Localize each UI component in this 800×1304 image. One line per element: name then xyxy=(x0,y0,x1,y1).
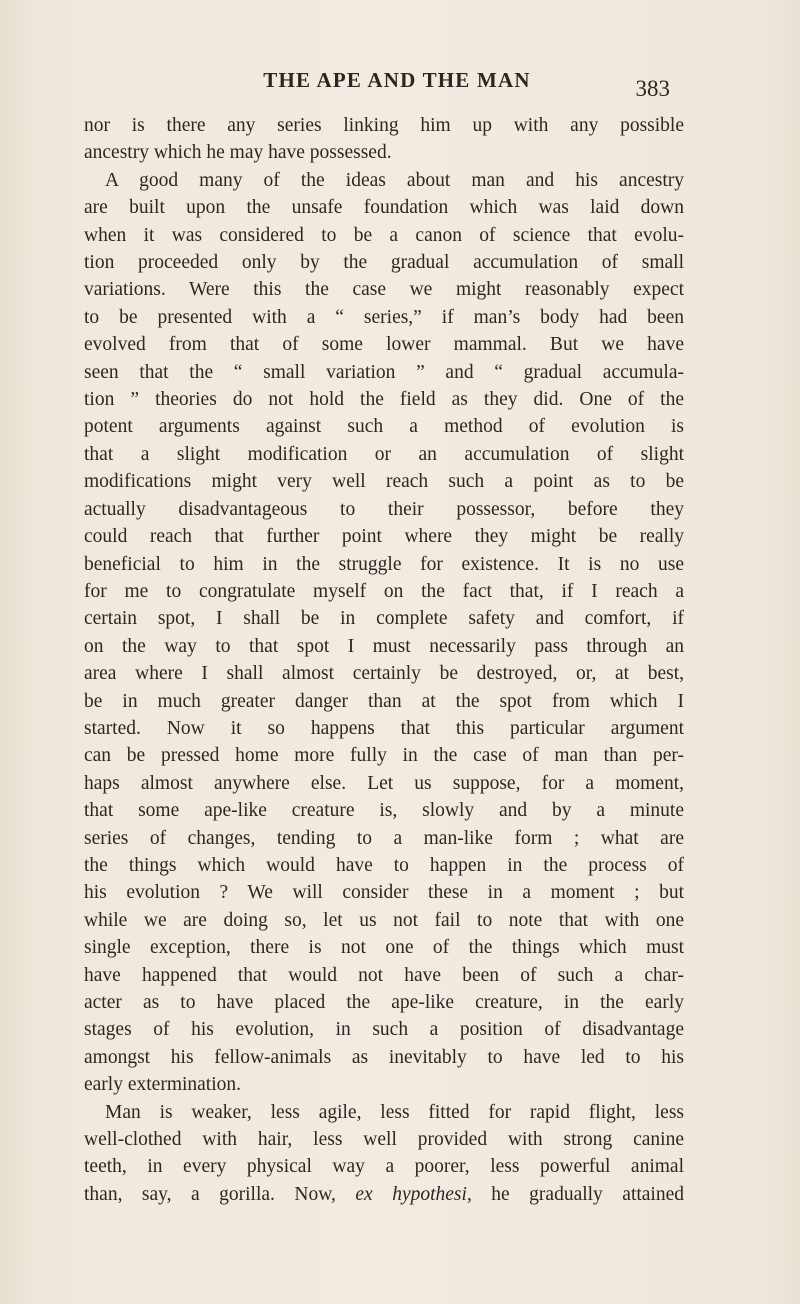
text-line: early extermination. xyxy=(84,1074,242,1096)
text-line: actually disadvantageous to their possessor, before they xyxy=(84,498,684,520)
text-line: can be pressed home more fully in the case of man than per- xyxy=(84,745,684,767)
text-line: potent arguments against such a method of evolution is xyxy=(84,416,684,438)
text-line: tion ” theories do not hold the field as they did. One of the xyxy=(84,389,684,411)
text-line: series of changes, tending to a man-like form ; what are xyxy=(84,827,684,849)
text-line: are built upon the unsafe foundation which was laid down xyxy=(84,197,684,219)
text-line: nor is there any series linking him up with any possible xyxy=(84,115,684,136)
text-line: beneficial to him in the struggle for existence. It is no use xyxy=(84,553,684,575)
text-line: area where I shall almost certainly be destroyed, or, at best, xyxy=(84,663,684,685)
page-header xyxy=(124,68,670,108)
text-line: to be presented with a “ series,” if man’s body had been xyxy=(84,306,684,328)
text-line: stages of his evolution, in such a position of disadvantage xyxy=(84,1019,684,1041)
text-line: single exception, there is not one of the things which must xyxy=(84,937,684,959)
text-line: that some ape-like creature is, slowly and by a minute xyxy=(84,800,684,822)
paragraph-3 xyxy=(84,1099,684,1209)
text-segment: than, say, a gorilla. Now, xyxy=(84,1183,356,1205)
text-line: while we are doing so, let us not fail to note that with one xyxy=(84,909,684,931)
text-line: A good many of the ideas about man and his ancestry xyxy=(105,169,684,191)
text-line: his evolution ? We will consider these in a moment ; but xyxy=(84,882,684,904)
text-line: started. Now it so happens that this particular argument xyxy=(84,717,684,739)
text-line: seen that the “ small variation ” and “ gradual accumula- xyxy=(84,361,684,383)
text-line: evolved from that of some lower mammal. But we have xyxy=(84,334,684,356)
running-title: THE APE AND THE MAN xyxy=(263,68,531,92)
text-line: have happened that would not have been of such a char- xyxy=(84,964,684,986)
text-line: Man is weaker, less agile, less fitted for rapid flight, less xyxy=(105,1101,684,1123)
text-line: that a slight modification or an accumulation of slight xyxy=(84,443,684,465)
text-line: acter as to have placed the ape-like creature, in the early xyxy=(84,992,684,1013)
text-segment: , he gradually attained xyxy=(466,1183,685,1205)
text-line: for me to congratulate myself on the fact that, if I reach a xyxy=(84,580,684,602)
text-line: could reach that further point where they might be really xyxy=(84,526,684,548)
text-line: be in much greater danger than at the spot from which I xyxy=(84,690,684,712)
italic-phrase: ex hypothesi xyxy=(355,1183,467,1205)
page-number: 383 xyxy=(635,76,670,101)
text-line: tion proceeded only by the gradual accumulation of small xyxy=(84,252,684,274)
paragraph-2 xyxy=(84,167,684,1099)
body-text xyxy=(84,112,684,1208)
text-line: teeth, in every physical way a poorer, less powerful animal xyxy=(84,1156,684,1178)
text-line: on the way to that spot I must necessarily pass through an xyxy=(84,635,684,657)
text-line: well-clothed with hair, less well provided with strong canine xyxy=(84,1129,684,1151)
text-line: haps almost anywhere else. Let us suppose, for a moment, xyxy=(84,772,684,794)
text-line: ancestry which he may have possessed. xyxy=(84,142,392,164)
paragraph-1 xyxy=(84,112,684,167)
text-line: modifications might very well reach such a point as to be xyxy=(84,471,684,493)
text-line: variations. Were this the case we might reasonably expect xyxy=(84,279,684,301)
text-line: when it was considered to be a canon of science that evolu- xyxy=(84,224,684,246)
text-line: the things which would have to happen in the process of xyxy=(84,854,684,876)
text-line: certain spot, I shall be in complete safety and comfort, if xyxy=(84,608,684,630)
text-line-with-italic xyxy=(84,1181,684,1208)
text-line: amongst his fellow-animals as inevitably to have led to his xyxy=(84,1046,684,1068)
